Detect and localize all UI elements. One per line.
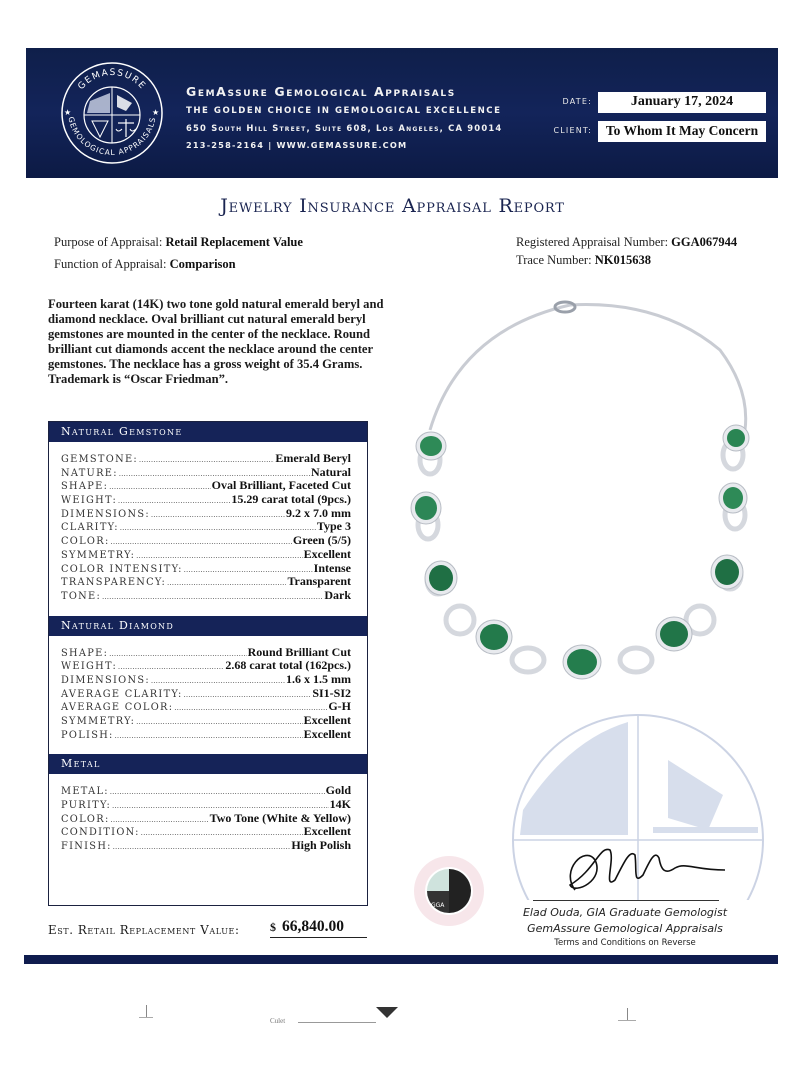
appraiser-name: Elad Ouda, GIA Graduate Gemologist	[522, 906, 728, 919]
spec-value: 9.2 x 7.0 mm	[286, 505, 351, 520]
specifications-panel	[48, 421, 368, 906]
purpose-of-appraisal	[54, 235, 303, 250]
client-label: CLIENT:	[553, 126, 592, 135]
company-tagline: THE GOLDEN CHOICE IN GEMOLOGICAL EXCELLENCE	[186, 106, 502, 116]
spec-label: SHAPE:	[61, 647, 109, 659]
company-name: GemAssure Gemological Appraisals	[186, 84, 456, 99]
spec-value: Dark	[324, 587, 351, 602]
function-label: Function of Appraisal:	[54, 257, 167, 271]
spec-value: Type 3	[316, 519, 351, 534]
terms-note: Terms and Conditions on Reverse	[554, 938, 696, 948]
company-info	[186, 84, 502, 150]
spec-row	[61, 646, 351, 660]
function-value: Comparison	[169, 257, 236, 271]
spec-row	[61, 520, 351, 534]
spec-row	[61, 589, 351, 603]
metal-specs	[49, 774, 367, 862]
svg-text:GEMOLOGICAL APPRAISALS: GEMOLOGICAL APPRAISALS	[66, 115, 158, 158]
spec-label: AVERAGE CLARITY:	[61, 688, 183, 700]
spec-label: SYMMETRY:	[61, 549, 136, 561]
spec-label: TRANSPARENCY:	[61, 577, 167, 589]
spec-value: 1.6 x 1.5 mm	[286, 671, 351, 686]
spec-label: SHAPE:	[61, 481, 109, 493]
spec-label: SYMMETRY:	[61, 716, 136, 727]
currency-symbol: $	[270, 920, 276, 934]
purpose-value: Retail Replacement Value	[165, 235, 303, 249]
spec-row	[61, 728, 351, 742]
spec-value: Gold	[325, 783, 351, 798]
spec-label: COLOR:	[61, 536, 110, 548]
spec-label: CLARITY:	[61, 522, 119, 534]
spec-row	[61, 575, 351, 589]
culet-line	[298, 1022, 376, 1023]
item-description: Fourteen karat (14K) two tone gold natural emerald beryl and diamond necklace. Oval brilliant cut natural emerald beryl gemstones are mounted in the center of the necklace. Round brilliant cut diamonds accent the necklace around the center gemstones. The necklace has a gross weight of 35.4 Grams. Trademark is “Oscar Friedman”.	[48, 297, 384, 386]
footer-band	[24, 955, 778, 964]
svg-text:GGA: GGA	[431, 902, 445, 909]
crop-mark-right-base	[618, 1020, 636, 1021]
trace-number	[516, 253, 651, 268]
crop-mark-right	[627, 1008, 628, 1020]
spec-row	[61, 798, 351, 812]
spec-label: DIMENSIONS:	[61, 508, 150, 520]
spec-label: COLOR INTENSITY:	[61, 563, 183, 575]
spec-label: GEMSTONE:	[61, 454, 139, 465]
spec-value: Excellent	[303, 546, 351, 561]
spec-label: TONE:	[61, 590, 102, 602]
spec-value: Excellent	[303, 726, 351, 741]
date-label: DATE:	[562, 97, 592, 106]
spec-value: Intense	[313, 560, 351, 575]
spec-value: SI1-SI2	[312, 685, 351, 700]
spec-row	[61, 452, 351, 466]
spec-label: WEIGHT:	[61, 495, 118, 507]
spec-label: DIMENSIONS:	[61, 674, 150, 686]
purpose-label: Purpose of Appraisal:	[54, 235, 163, 249]
crop-mark-left-base	[139, 1017, 153, 1018]
company-contact: 213-258-2164 | WWW.GEMASSURE.COM	[186, 140, 408, 150]
spec-label: AVERAGE COLOR:	[61, 702, 174, 714]
spec-row	[61, 479, 351, 493]
estimated-value-label: Est. Retail Replacement Value:	[48, 923, 240, 937]
spec-value: Green (5/5)	[292, 533, 351, 548]
spec-row	[61, 466, 351, 480]
spec-row	[61, 812, 351, 826]
spec-value: Oval Brilliant, Faceted Cut	[211, 478, 351, 493]
date-value: January 17, 2024	[598, 92, 766, 113]
spec-row	[61, 784, 351, 798]
appraisal-number-label: Registered Appraisal Number:	[516, 235, 669, 249]
spec-row	[61, 673, 351, 687]
spec-label: COLOR:	[61, 813, 110, 825]
spec-row	[61, 825, 351, 839]
report-title: Jewelry Insurance Appraisal Report	[220, 195, 565, 217]
header-band	[26, 48, 778, 178]
spec-value: G-H	[328, 699, 351, 714]
spec-value: Transparent	[287, 574, 351, 589]
emerald-stone	[416, 432, 446, 460]
appraisal-number	[516, 235, 737, 250]
estimated-value	[270, 918, 367, 938]
spec-row	[61, 839, 351, 853]
client-value: To Whom It May Concern	[598, 121, 766, 142]
spec-label: CONDITION:	[61, 827, 140, 839]
spec-value: Natural	[311, 464, 351, 479]
crop-mark-left	[146, 1005, 147, 1017]
appraiser-company: GemAssure Gemological Appraisals	[527, 922, 723, 935]
spec-value: High Polish	[291, 838, 351, 853]
spec-label: PURITY:	[61, 800, 112, 812]
spec-row	[61, 687, 351, 701]
appraisal-number-value: GGA067944	[671, 235, 738, 249]
spec-label: METAL:	[61, 786, 109, 798]
spec-row	[61, 700, 351, 714]
spec-row	[61, 659, 351, 673]
spec-value: Excellent	[303, 824, 351, 839]
necklace-photo	[400, 290, 785, 690]
gemassure-seal-icon	[60, 61, 164, 165]
spec-value: Excellent	[303, 713, 351, 727]
svg-text:★: ★	[152, 108, 160, 117]
spec-value: 15.29 carat total (9pcs.)	[231, 492, 351, 507]
spec-value: Two Tone (White & Yellow)	[209, 810, 351, 825]
signature-line	[533, 900, 719, 901]
company-address: 650 South Hill Street, Suite 608, Los Angeles, CA 90014	[186, 123, 503, 133]
spec-row	[61, 548, 351, 562]
function-of-appraisal	[54, 257, 236, 272]
svg-text:GEMASSURE: GEMASSURE	[76, 67, 148, 93]
gemstone-specs	[49, 442, 367, 613]
section-header-metal: Metal	[49, 754, 367, 774]
spec-value: 14K	[329, 797, 351, 812]
svg-text:★: ★	[64, 108, 72, 117]
spec-row	[61, 534, 351, 548]
spec-label: NATURE:	[61, 467, 118, 479]
spec-row	[61, 507, 351, 521]
spec-value: Emerald Beryl	[275, 451, 351, 465]
spec-row	[61, 562, 351, 576]
trace-label: Trace Number:	[516, 253, 592, 267]
section-header-natural-gemstone: Natural Gemstone	[49, 422, 367, 442]
diamond-specs	[49, 636, 367, 752]
spec-label: POLISH:	[61, 729, 114, 741]
estimated-value-amount: 66,840.00	[282, 918, 344, 935]
spec-label: WEIGHT:	[61, 661, 118, 673]
culet-arrow-icon	[376, 1007, 398, 1018]
spec-value: 2.68 carat total (162pcs.)	[225, 658, 351, 673]
section-header-natural-diamond: Natural Diamond	[49, 616, 367, 636]
appraiser-signature	[555, 840, 745, 900]
spec-value: Round Brilliant Cut	[247, 644, 351, 659]
spec-row	[61, 714, 351, 728]
spec-label: FINISH:	[61, 841, 112, 853]
culet-label: Culet	[270, 1017, 286, 1025]
trace-value: NK015638	[594, 253, 651, 267]
spec-row	[61, 493, 351, 507]
